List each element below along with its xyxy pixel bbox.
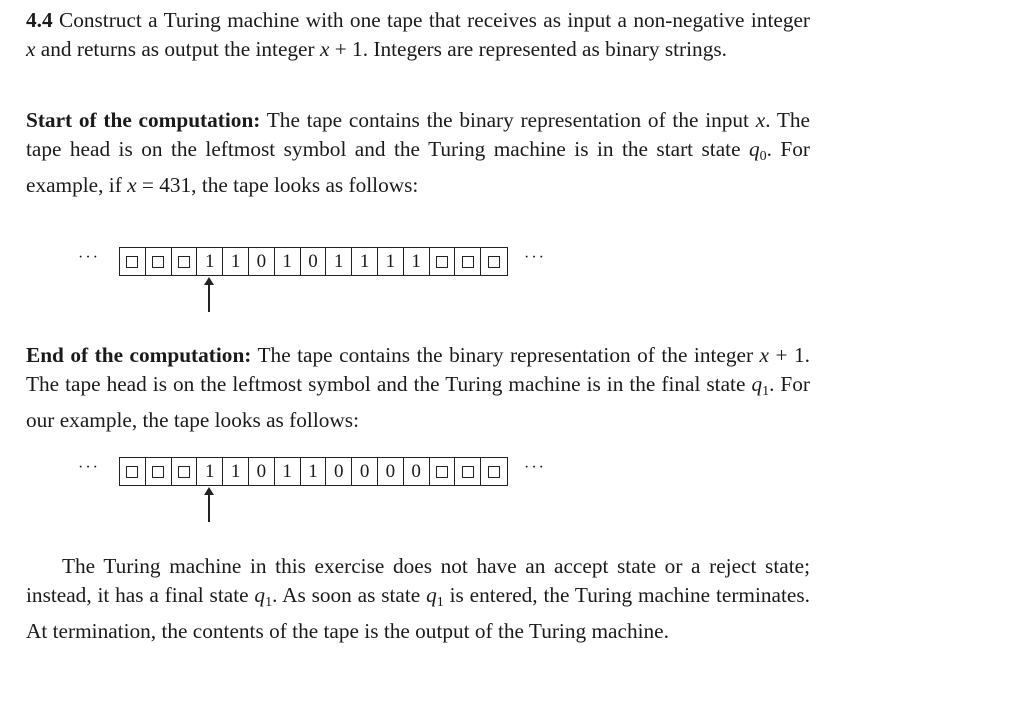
tape-cell: 0 <box>326 458 352 485</box>
tape-cell-blank <box>146 458 172 485</box>
tape-start-right-ellipsis: ··· <box>524 249 546 266</box>
tape-end-right-ellipsis: ··· <box>524 459 546 476</box>
start-section <box>26 106 810 201</box>
tape-start <box>26 247 810 319</box>
tape-cell: 1 <box>275 248 301 275</box>
tape-cell: 1 <box>404 248 430 275</box>
tape-start-head-arrow-icon <box>208 284 210 312</box>
blank-symbol-icon <box>488 466 500 478</box>
problem-number: 4.4 <box>26 8 53 32</box>
tape-start-cells <box>119 247 508 276</box>
blank-symbol-icon <box>178 256 190 268</box>
blank-symbol-icon <box>462 466 474 478</box>
tape-cell: 0 <box>404 458 430 485</box>
closing-paragraph <box>26 552 810 647</box>
tape-cell: 0 <box>249 248 275 275</box>
tape-cell: 1 <box>197 248 223 275</box>
tape-cell-blank <box>172 458 198 485</box>
tape-cell-blank <box>146 248 172 275</box>
tape-cell-blank <box>455 458 481 485</box>
tape-cell: 1 <box>352 248 378 275</box>
blank-symbol-icon <box>152 256 164 268</box>
tape-cell: 0 <box>378 458 404 485</box>
tape-cell-blank <box>481 248 507 275</box>
tape-cell-blank <box>120 458 146 485</box>
tape-cell: 1 <box>275 458 301 485</box>
tape-end-cells <box>119 457 508 486</box>
start-heading: Start of the computation: <box>26 108 261 132</box>
tape-cell-blank <box>120 248 146 275</box>
tape-cell: 0 <box>352 458 378 485</box>
tape-cell-blank <box>172 248 198 275</box>
blank-symbol-icon <box>488 256 500 268</box>
blank-symbol-icon <box>126 256 138 268</box>
tape-cell: 0 <box>249 458 275 485</box>
problem-statement <box>26 6 810 64</box>
closing-text: The Turing machine in this exercise does not have an accept state or a reject state; instead, it has a final state $q_1$. As soon as state $q_1$ is entered, the Turing machine terminates. At termination, the contents of the tape is the output of the Turing machine. <box>26 554 810 644</box>
blank-symbol-icon <box>178 466 190 478</box>
blank-symbol-icon <box>436 256 448 268</box>
tape-end-left-ellipsis: ··· <box>78 459 100 476</box>
problem-text: Construct a Turing machine with one tape that receives as input a non-negative integer x and returns as output the integer x + 1. Integers are represented as binary strings. <box>26 8 811 62</box>
tape-cell-blank <box>481 458 507 485</box>
tape-cell: 1 <box>223 248 249 275</box>
end-text: The tape contains the binary representation of the integer x + 1. The tape head is on the leftmost symbol and the Turing machine is in the final state $q_1$. For our example, the tape looks as follows: <box>26 343 811 433</box>
tape-end <box>26 457 810 529</box>
tape-cell-blank <box>430 458 456 485</box>
start-text: The tape contains the binary representation of the input x. The tape head is on the leftmost symbol and the Turing machine is in the start state $q_0$. For example, if x = 431, the tape looks as follows: <box>26 108 811 198</box>
blank-symbol-icon <box>462 256 474 268</box>
tape-cell: 0 <box>301 248 327 275</box>
blank-symbol-icon <box>152 466 164 478</box>
tape-cell: 1 <box>223 458 249 485</box>
tape-cell: 1 <box>326 248 352 275</box>
tape-cell-blank <box>455 248 481 275</box>
end-heading: End of the computation: <box>26 343 252 367</box>
blank-symbol-icon <box>436 466 448 478</box>
tape-cell-blank <box>430 248 456 275</box>
blank-symbol-icon <box>126 466 138 478</box>
tape-end-head-arrow-icon <box>208 494 210 522</box>
tape-cell: 1 <box>301 458 327 485</box>
tape-start-left-ellipsis: ··· <box>78 249 100 266</box>
tape-cell: 1 <box>378 248 404 275</box>
end-section <box>26 341 810 436</box>
tape-cell: 1 <box>197 458 223 485</box>
